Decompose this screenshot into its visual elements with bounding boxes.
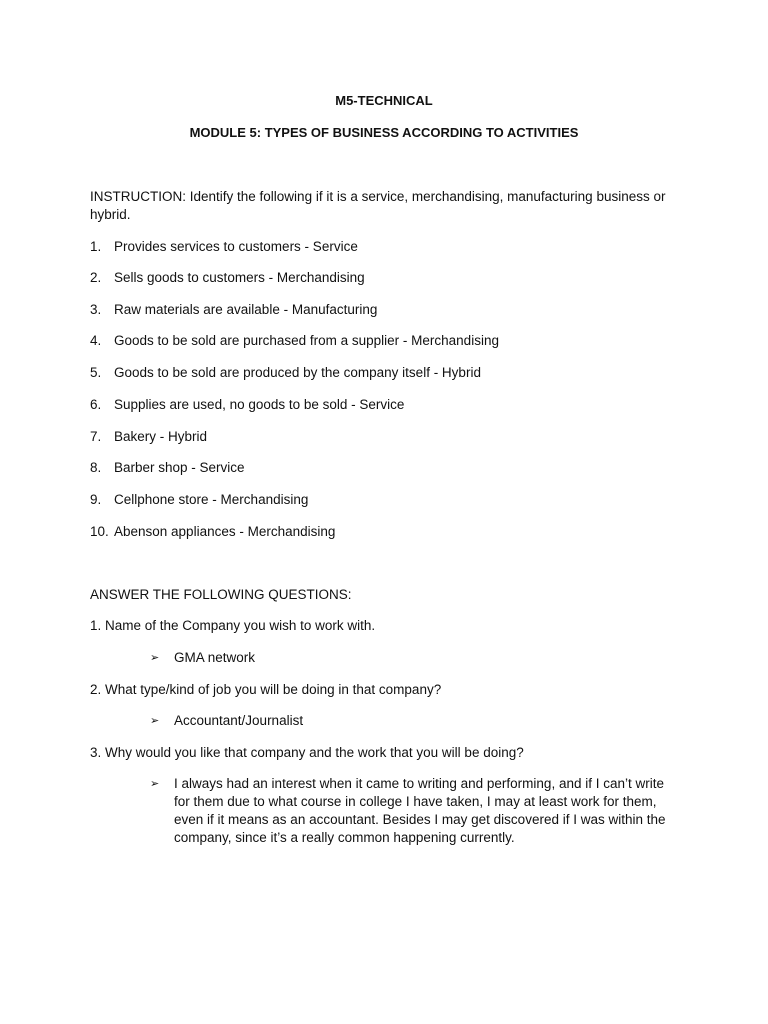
answer-text: I always had an interest when it came to writing and performing, and if I can’t write for them due to what course in college I have taken, I may at least work for them, even if it means as an accountant. Besides I may get discovered if I was within the company, since it’s a really common happening currently. <box>174 776 666 845</box>
answer-item <box>150 649 690 667</box>
item-text: Sells goods to customers - Merchandising <box>114 270 365 285</box>
instruction-text: INSTRUCTION: Identify the following if it is a service, merchandising, manufacturing business or hybrid. <box>90 189 666 222</box>
list-item <box>90 269 690 287</box>
item-number: 8. <box>90 460 102 475</box>
list-item <box>90 459 690 477</box>
item-number: 3. <box>90 302 102 317</box>
item-text: Goods to be sold are purchased from a supplier - Merchandising <box>114 333 499 348</box>
answer-text: Accountant/Journalist <box>174 713 304 728</box>
answer-text: GMA network <box>174 650 256 665</box>
item-text: Provides services to customers - Service <box>114 239 358 254</box>
arrow-bullet-icon: ➢ <box>150 778 160 790</box>
question-text: 2. What type/kind of job you will be doing in that company? <box>90 682 442 697</box>
item-text: Goods to be sold are produced by the company itself - Hybrid <box>114 365 481 380</box>
item-number: 9. <box>90 492 102 507</box>
item-text: Cellphone store - Merchandising <box>114 492 309 507</box>
item-text: Supplies are used, no goods to be sold - Service <box>114 397 405 412</box>
list-item <box>90 523 690 541</box>
document-code: M5-TECHNICAL <box>335 93 433 108</box>
question-text: 1. Name of the Company you wish to work with. <box>90 618 376 633</box>
list-item <box>90 428 690 446</box>
item-number: 4. <box>90 333 102 348</box>
list-item <box>90 301 690 319</box>
arrow-bullet-icon: ➢ <box>150 715 160 727</box>
item-text: Barber shop - Service <box>114 460 245 475</box>
list-item <box>90 396 690 414</box>
item-number: 6. <box>90 397 102 412</box>
answer-item <box>150 712 690 730</box>
list-item <box>90 238 690 256</box>
arrow-bullet-icon: ➢ <box>150 652 160 664</box>
question-text: 3. Why would you like that company and the work that you will be doing? <box>90 745 524 760</box>
item-number: 1. <box>90 239 102 254</box>
answer-item <box>150 775 680 847</box>
module-title: MODULE 5: TYPES OF BUSINESS ACCORDING TO ACTIVITIES <box>189 125 579 140</box>
item-number: 2. <box>90 270 102 285</box>
item-number: 10. <box>90 524 109 539</box>
item-text: Bakery - Hybrid <box>114 429 208 444</box>
list-item <box>90 491 690 509</box>
item-number: 5. <box>90 365 102 380</box>
item-text: Raw materials are available - Manufacturing <box>114 302 378 317</box>
questions-heading: ANSWER THE FOLLOWING QUESTIONS: <box>90 587 352 602</box>
list-item <box>90 364 690 382</box>
item-number: 7. <box>90 429 102 444</box>
item-text: Abenson appliances - Merchandising <box>114 524 336 539</box>
list-item <box>90 332 690 350</box>
